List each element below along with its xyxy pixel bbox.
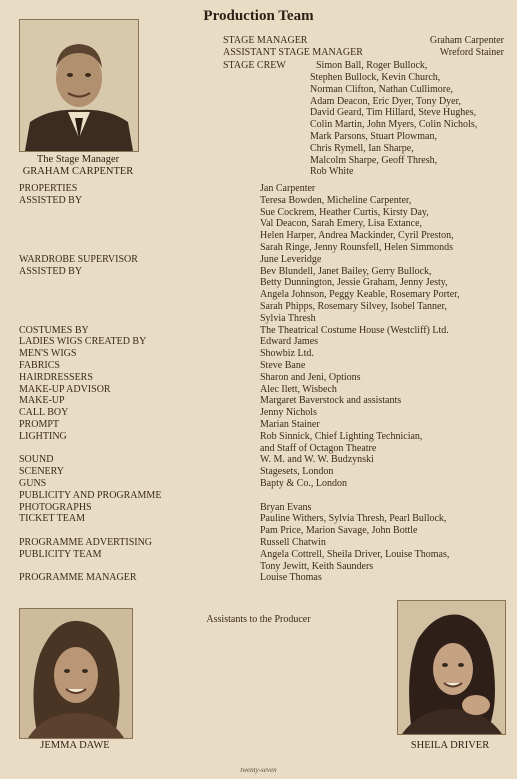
stage-crew-line: Adam Deacon, Eric Dyer, Tony Dyer,	[310, 95, 462, 107]
role-label: COSTUMES BY	[19, 324, 89, 336]
assistants-heading: Assistants to the Producer	[206, 614, 311, 625]
role-value: Stagesets, London	[260, 466, 334, 478]
role-label: CALL BOY	[19, 407, 69, 419]
stage-manager-name: GRAHAM CARPENTER	[22, 166, 134, 177]
stage-crew-line: David Geard, Tim Hillard, Steve Hughes,	[310, 107, 477, 119]
role-label: PUBLICITY AND PROGRAMME	[19, 489, 162, 501]
role-label: PHOTOGRAPHS	[19, 501, 92, 513]
sheila-driver-photo	[397, 600, 506, 735]
role-value: Val Deacon, Sarah Emery, Lisa Extance,	[260, 218, 423, 230]
jemma-dawe-photo	[19, 608, 133, 739]
assistant-stage-manager-value: Wreford Stainer	[439, 47, 504, 58]
stage-manager-caption	[12, 154, 144, 178]
role-value: Angela Cottrell, Sheila Driver, Louise Thomas,	[260, 548, 450, 560]
role-label: SCENERY	[19, 466, 65, 478]
role-label: PROMPT	[19, 419, 60, 430]
role-value: Bapty & Co., London	[260, 478, 347, 489]
role-label: ASSISTED BY	[19, 265, 83, 277]
jemma-dawe-caption: JEMMA DAWE	[40, 740, 110, 751]
role-value: Alec Ilett, Wisbech	[260, 383, 337, 395]
role-value: Jenny Nichols	[260, 407, 317, 419]
role-value: Louise Thomas	[260, 572, 322, 584]
assistant-stage-manager-label: ASSISTANT STAGE MANAGER	[223, 47, 363, 58]
role-label: MAKE-UP	[19, 395, 65, 407]
role-label: MEN'S WIGS	[19, 348, 77, 360]
role-value: Jan Carpenter	[260, 183, 316, 194]
role-value: Russell Chatwin	[260, 537, 326, 548]
role-value: Steve Bane	[260, 360, 306, 371]
stage-manager-label: STAGE MANAGER	[223, 35, 308, 46]
role-value: Showbiz Ltd.	[260, 348, 314, 360]
role-label: ASSISTED BY	[19, 194, 83, 206]
stage-crew-label: STAGE CREW	[223, 60, 286, 71]
role-value: Bryan Evans	[260, 501, 312, 513]
sheila-driver-caption: SHEILA DRIVER	[410, 740, 490, 751]
role-value: Rob Sinnick, Chief Lighting Technician,	[260, 430, 423, 442]
stage-manager-value: Graham Carpenter	[429, 35, 504, 46]
jemma-dawe-portrait	[20, 609, 132, 738]
stage-crew-list	[310, 72, 477, 178]
role-label: PROGRAMME ADVERTISING	[19, 537, 153, 548]
stage-crew-line: Chris Rymell, Ian Sharpe,	[310, 142, 414, 154]
role-label: TICKET TEAM	[19, 513, 86, 525]
role-value: June Leveridge	[260, 253, 322, 265]
role-label: FABRICS	[19, 360, 60, 371]
page-title: Production Team	[203, 8, 314, 24]
role-value: Sue Cockrem, Heather Curtis, Kirsty Day,	[260, 206, 429, 218]
role-value: Teresa Bowden, Micheline Carpenter,	[260, 194, 412, 206]
role-label: LIGHTING	[19, 430, 67, 442]
role-value: Sarah Ringe, Jenny Rounsfell, Helen Simmonds	[260, 242, 454, 253]
role-value: Sylvia Thresh	[260, 312, 316, 324]
role-label: GUNS	[19, 478, 47, 489]
role-label: SOUND	[19, 454, 54, 466]
role-value: Sharon and Jeni, Options	[260, 371, 361, 383]
role-value: Tony Jewitt, Keith Saunders	[260, 560, 374, 572]
role-value: Edward James	[260, 336, 319, 348]
role-label: PUBLICITY TEAM	[19, 548, 102, 560]
stage-crew-line: Norman Clifton, Nathan Cullimore,	[310, 83, 454, 95]
role-value: Margaret Baverstock and assistants	[260, 395, 402, 407]
stage-manager-portrait	[20, 20, 138, 151]
role-value: W. M. and W. W. Budzynski	[260, 454, 374, 466]
role-label: PROGRAMME MANAGER	[19, 572, 137, 584]
page-number: twenty-seven	[240, 766, 277, 774]
role-value: Helen Harper, Andrea Mackinder, Cyril Preston,	[260, 230, 454, 242]
stage-crew-line: Stephen Bullock, Kevin Church,	[310, 72, 441, 83]
stage-crew-line: Mark Parsons, Stuart Plowman,	[310, 130, 437, 142]
stage-manager-photo	[19, 19, 139, 152]
role-label: MAKE-UP ADVISOR	[19, 383, 111, 395]
role-label: PROPERTIES	[19, 183, 78, 194]
role-value: Sarah Phipps, Rosemary Silvey, Isobel Tanner,	[260, 301, 447, 312]
stage-crew-first: Simon Ball, Roger Bullock,	[316, 60, 428, 71]
role-value: The Theatrical Costume House (Westcliff) Ltd.	[260, 324, 449, 336]
stage-crew-line: Colin Martin, John Myers, Colin Nichols,	[310, 119, 478, 131]
role-label: LADIES WIGS CREATED BY	[19, 336, 147, 348]
stage-crew-line: Rob White	[310, 166, 354, 178]
role-value: Marian Stainer	[260, 419, 320, 430]
role-value: and Staff of Octagon Theatre	[260, 442, 377, 454]
sheila-driver-portrait	[398, 601, 505, 734]
stage-manager-role: The Stage Manager	[36, 154, 120, 165]
role-value: Bev Blundell, Janet Bailey, Gerry Bullock,	[260, 265, 432, 277]
role-value: Pam Price, Marion Savage, John Bottle	[260, 525, 418, 537]
role-value: Angela Johnson, Peggy Keable, Rosemary Porter,	[260, 289, 460, 301]
role-value: Pauline Withers, Sylvia Thresh, Pearl Bullock,	[260, 513, 447, 525]
role-label: HAIRDRESSERS	[19, 371, 93, 383]
role-value: Betty Dunnington, Jessie Graham, Jenny Jesty,	[260, 277, 448, 289]
stage-crew-line: Malcolm Sharpe, Geoff Thresh,	[310, 154, 438, 166]
role-label: WARDROBE SUPERVISOR	[19, 253, 138, 265]
